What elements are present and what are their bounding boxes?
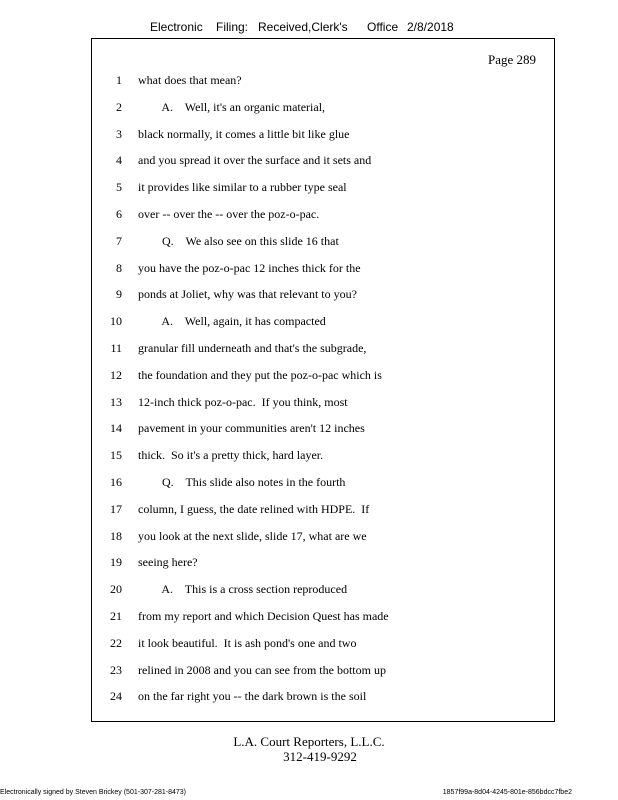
transcript-line: [92, 341, 552, 361]
line-text: relined in 2008 and you can see from the bottom up: [138, 662, 386, 677]
transcript-line: [92, 689, 552, 709]
transcript-line: [92, 475, 552, 495]
line-text: you have the poz-o-pac 12 inches thick for the: [138, 260, 361, 275]
line-text: on the far right you -- the dark brown is the soil: [138, 689, 367, 704]
transcript-line: [92, 261, 552, 281]
transcript-line: [92, 609, 552, 629]
header-date: 2/8/2018: [407, 20, 454, 34]
line-number: 13: [110, 394, 122, 409]
line-text: the foundation and they put the poz-o-pac which is: [138, 367, 382, 382]
line-number: 3: [116, 126, 122, 141]
line-text: Q. This slide also notes in the fourth: [138, 475, 346, 489]
line-text: A. Well, again, it has compacted: [138, 314, 326, 329]
line-number: 23: [110, 662, 122, 677]
transcript-page-frame: [91, 38, 555, 722]
line-number: 18: [110, 528, 122, 543]
transcript-line: [92, 529, 552, 549]
line-number: 22: [110, 635, 122, 650]
line-text: over -- over the -- over the poz-o-pac.: [138, 207, 320, 221]
line-text: A. This is a cross section reproduced: [138, 582, 348, 597]
header-filing: Filing:: [216, 20, 249, 34]
line-number: 2: [116, 99, 122, 114]
transcript-line: [92, 234, 552, 254]
line-number: 9: [116, 287, 122, 302]
line-number: 11: [110, 341, 122, 355]
line-number: 12: [110, 367, 122, 382]
header-electronic: Electronic: [150, 20, 203, 34]
line-text: Q. We also see on this slide 16 that: [138, 233, 339, 248]
line-number: 21: [110, 609, 122, 623]
line-text: column, I guess, the date relined with HDPE. If: [138, 501, 370, 516]
transcript-line: [92, 421, 552, 441]
transcript-line: [92, 180, 552, 200]
transcript-line: [92, 636, 552, 656]
court-reporter-name: L.A. Court Reporters, L.L.C.: [233, 734, 385, 749]
transcript-line: [92, 314, 552, 334]
line-number: 6: [116, 207, 122, 221]
transcript-line: [92, 127, 552, 147]
line-text: pavement in your communities aren't 12 inches: [138, 421, 365, 436]
header-received: Received,Clerk's: [258, 20, 348, 34]
line-text: ponds at Joliet, why was that relevant to you?: [138, 287, 357, 302]
line-text: thick. So it's a pretty thick, hard layer.: [138, 448, 324, 463]
line-number: 20: [110, 582, 122, 597]
line-number: 17: [110, 501, 122, 516]
transcript-line: [92, 207, 552, 227]
line-number: 24: [110, 689, 122, 704]
line-text: seeing here?: [138, 555, 198, 570]
transcript-line: [92, 395, 552, 415]
line-text: granular fill underneath and that's the subgrade,: [138, 341, 367, 355]
line-text: from my report and which Decision Quest has made: [138, 609, 389, 623]
line-number: 19: [110, 555, 122, 570]
transcript-line: [92, 368, 552, 388]
document-hash: 1857f99a-8d04-4245-801e-856bdcc7fbe2: [442, 789, 572, 796]
line-text: A. Well, it's an organic material,: [138, 99, 326, 114]
line-text: what does that mean?: [138, 73, 242, 87]
line-text: black normally, it comes a little bit like glue: [138, 126, 350, 141]
transcript-line: [92, 448, 552, 468]
line-number: 16: [110, 475, 122, 489]
transcript-line: [92, 100, 552, 120]
line-number: 10: [110, 314, 122, 329]
transcript-line: [92, 73, 552, 93]
line-number: 8: [116, 260, 122, 275]
court-reporter-phone: 312-419-9292: [283, 749, 357, 764]
electronic-signature: Electronically signed by Steven Brickey (501-307-281-8473): [0, 789, 186, 796]
page-number: Page 289: [487, 52, 536, 67]
transcript-line: [92, 582, 552, 602]
line-text: you look at the next slide, slide 17, what are we: [138, 528, 367, 543]
line-number: 15: [110, 448, 122, 463]
line-number: 14: [110, 421, 122, 436]
line-number: 4: [116, 153, 122, 168]
transcript-line: [92, 287, 552, 307]
footer: [0, 734, 618, 764]
header-office: Office: [367, 20, 399, 34]
line-text: and you spread it over the surface and it sets and: [138, 153, 372, 168]
transcript-line: [92, 663, 552, 683]
transcript-line: [92, 502, 552, 522]
transcript-line: [92, 153, 552, 173]
transcript-line: [92, 555, 552, 575]
line-text: it look beautiful. It is ash pond's one and two: [138, 635, 357, 650]
line-text: it provides like similar to a rubber type seal: [138, 180, 347, 195]
line-number: 1: [116, 73, 122, 87]
line-number: 7: [116, 233, 122, 248]
line-text: 12-inch thick poz-o-pac. If you think, most: [138, 394, 348, 409]
line-number: 5: [116, 180, 122, 195]
